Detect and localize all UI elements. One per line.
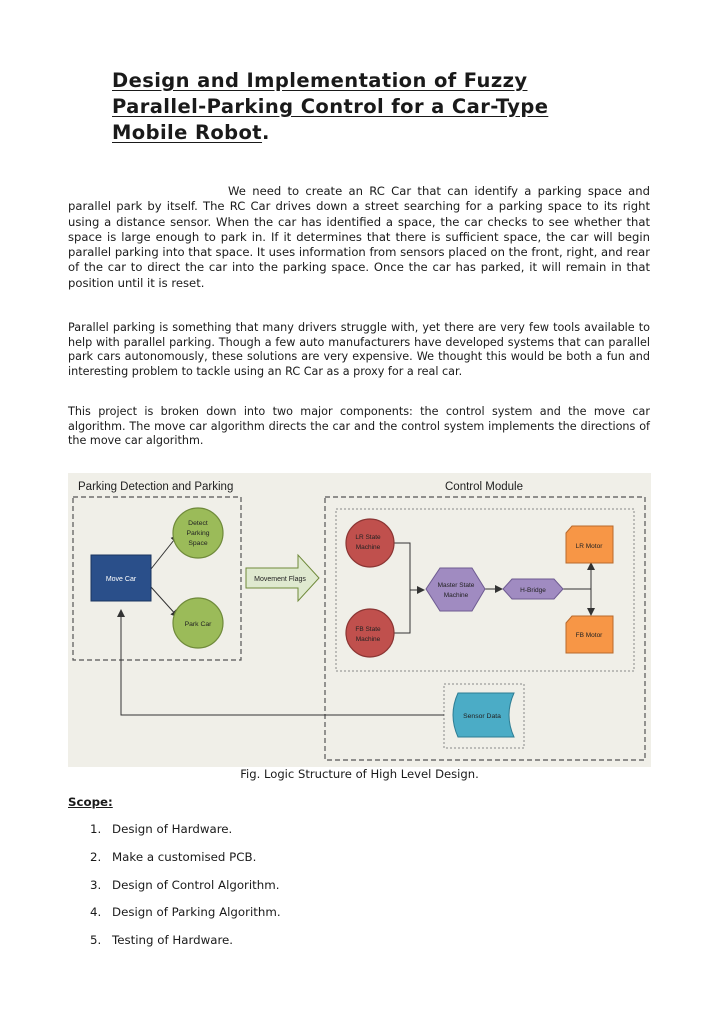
arrow-to-park — [151, 587, 178, 617]
scope-list — [90, 821, 281, 960]
line-lr-to-master — [394, 543, 424, 590]
title-period: . — [262, 121, 270, 144]
lr-state-machine-node — [346, 519, 394, 567]
left-group-label: Parking Detection and Parking — [78, 481, 234, 493]
fb-state-machine-node — [346, 609, 394, 657]
title-line-3: Mobile Robot — [112, 121, 263, 144]
list-item — [90, 932, 281, 960]
sensor-data-label: Sensor Data — [463, 713, 501, 720]
list-item — [90, 877, 281, 905]
list-item-text: Testing of Hardware. — [112, 933, 234, 948]
h-bridge-label: H-Bridge — [520, 587, 546, 594]
intro-paragraph: We need to create an RC Car that can identify a parking space and parallel park by itself. The RC Car drives down a street searching for a parking space to its right using a distance sensor. When the car has identified a space, the car checks to see whether that space is large enough to park in. If it determines that there is sufficient space, the car will begin parallel parking into that space. It uses information from sensors placed on the front, right, and rear of the car to direct the car into the parking space. Once the car has parked, it will remain in that position until it is reset. — [68, 184, 650, 290]
fb-state-label-2: Machine — [355, 636, 381, 643]
master-label-1: Master State — [437, 582, 475, 589]
right-group-label: Control Module — [445, 481, 523, 493]
lr-state-label-1: LR State — [355, 534, 381, 541]
title-line-2: Parallel-Parking Control for a Car-Type — [112, 95, 549, 118]
master-label-2: Machine — [443, 592, 469, 599]
list-item — [90, 849, 281, 877]
park-car-label: Park Car — [184, 621, 212, 628]
list-item — [90, 821, 281, 849]
block-diagram — [68, 473, 651, 767]
arrow-sensor-to-move — [121, 610, 444, 715]
move-car-label: Move Car — [105, 576, 137, 583]
detect-label-2: Parking — [186, 530, 210, 537]
document-title — [112, 68, 632, 146]
fb-motor-label: FB Motor — [575, 632, 603, 639]
list-item-number: 5. — [90, 933, 102, 948]
list-item-number: 3. — [90, 877, 102, 892]
master-state-machine-node — [426, 568, 485, 611]
movement-flags-label: Movement Flags — [254, 576, 306, 583]
lr-motor-label: LR Motor — [575, 543, 603, 550]
motivation-paragraph: Parallel parking is something that many drivers struggle with, yet there are very few tools available to help with parallel parking. Though a few auto manufacturers have developed systems that can parallel park cars autonomously, these solutions are very expensive. We thought this would be both a fun and interesting problem to tackle using an RC Car as a proxy for a real car. — [68, 321, 650, 378]
list-item-text: Make a customised PCB. — [112, 849, 257, 864]
list-item — [90, 904, 281, 932]
list-item-text: Design of Hardware. — [112, 822, 233, 836]
list-item-number: 1. — [90, 822, 102, 836]
components-paragraph: This project is broken down into two major components: the control system and the move car algorithm. The move car algorithm directs the car and the control system implements the directions of the move car algorithm. — [68, 405, 650, 447]
line-fb-to-master — [394, 590, 410, 633]
figure-caption: Fig. Logic Structure of High Level Design. — [240, 767, 479, 781]
list-item-text: Design of Parking Algorithm. — [112, 905, 281, 920]
title-line-1: Design and Implementation of Fuzzy — [112, 69, 528, 92]
list-item-number: 2. — [90, 849, 102, 864]
list-item-text: Design of Control Algorithm. — [112, 877, 280, 892]
list-item-number: 4. — [90, 905, 102, 920]
block-diagram-figure — [68, 473, 651, 767]
fb-state-label-1: FB State — [355, 626, 381, 633]
detect-label-3: Space — [188, 540, 208, 547]
detect-label-1: Detect — [188, 520, 208, 527]
lr-state-label-2: Machine — [355, 544, 381, 551]
scope-heading: Scope: — [68, 795, 113, 809]
